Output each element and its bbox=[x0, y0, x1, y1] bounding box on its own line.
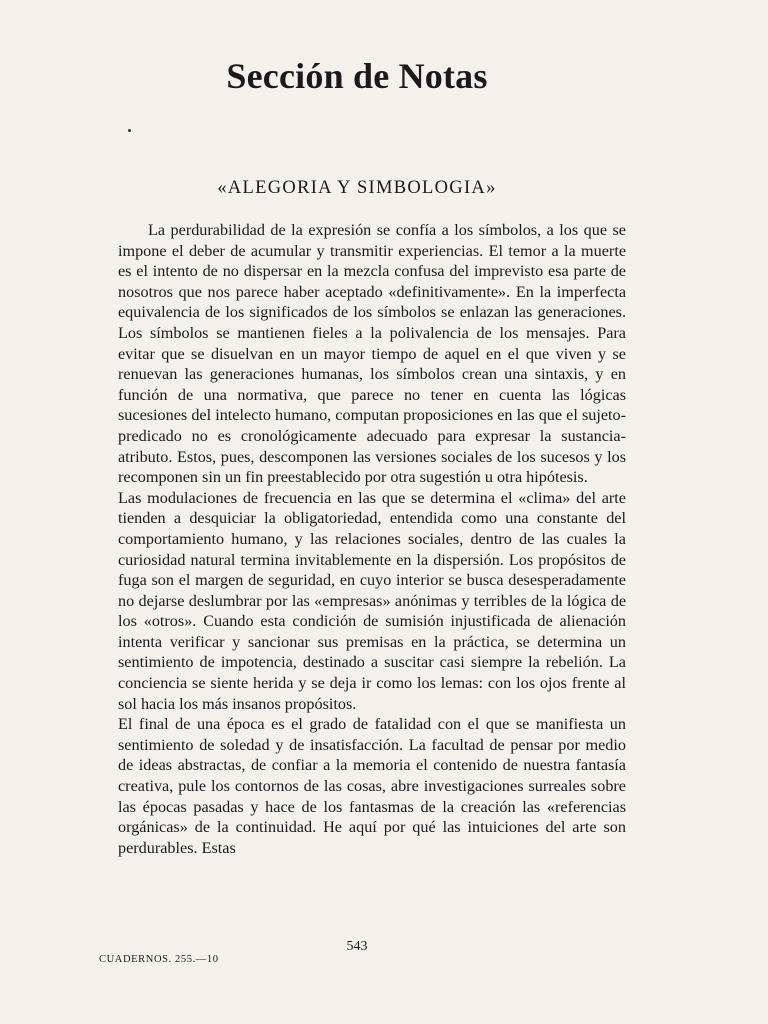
print-speck bbox=[128, 129, 131, 132]
paragraph: El final de una época es el grado de fatalidad con el que se manifiesta un sentimiento de soledad y de insatisfacción. La facultad de pensar por medio de ideas abstractas, de confiar a la memoria el contenido de nuestra fantasía creativa, pule los contornos de las cosas, abre investigaciones surreales sobre las épocas pasadas y hace de los fantasmas de la creación las «referencias orgánicas» de la continuidad. He aquí por qué las intuiciones del arte son perdurables. Estas bbox=[118, 715, 626, 857]
article-title: «ALEGORIA Y SIMBOLOGIA» bbox=[217, 178, 497, 198]
footer-reference: CUADERNOS. 255.—10 bbox=[99, 954, 219, 965]
paragraph: La perdurabilidad de la expresión se confía a los símbolos, a los que se impone el deber de acumular y transmitir experiencias. El temor a la muerte es el intento de no dispersar en la mezcla confusa del imprevisto esa parte de nosotros que nos parece haber aceptado «definitivamente». En la imperfecta equivalencia de los significados de los símbolos se enlazan las generaciones. Los símbolos se mantienen fieles a la polivalencia de los mensajes. Para evitar que se disuelvan en un mayor tiempo de aquel en el que viven y se renuevan las generaciones humanas, los símbolos crean una sintaxis, y en función de una normativa, que parece no tener en cuenta las lógicas sucesiones del intelecto humano, computan proposiciones en las que el sujeto-predicado no es cronológicamente adecuado para expresar la sustancia-atributo. Estos, pues, descomponen las versiones sociales de los sucesos y los recomponen sin un fin preestablecido por otra sugestión u otra hipótesis. bbox=[118, 221, 626, 487]
page-number: 543 bbox=[346, 939, 368, 954]
section-title: Sección de Notas bbox=[226, 56, 488, 96]
article-body bbox=[118, 220, 626, 858]
paragraph: Las modulaciones de frecuencia en las que se determina el «clima» del arte tienden a desquiciar la obligatoriedad, entendida como una constante del comportamiento humano, y las relaciones sociales, dentro de las cuales la curiosidad natural termina invitablemente en la dispersión. Los propósitos de fuga son el margen de seguridad, en cuyo interior se busca desesperadamente no dejarse deslumbrar por las «empresas» anónimas y terribles de la lógica de los «otros». Cuando esta condición de sumisión injustificada de alienación intenta verificar y sancionar sus premisas en la práctica, se determina un sentimiento de impotencia, destinado a suscitar casi siempre la rebelión. La conciencia se siente herida y se deja ir como los lemas: con los ojos frente al sol hacia los más insanos propósitos. bbox=[118, 488, 626, 713]
